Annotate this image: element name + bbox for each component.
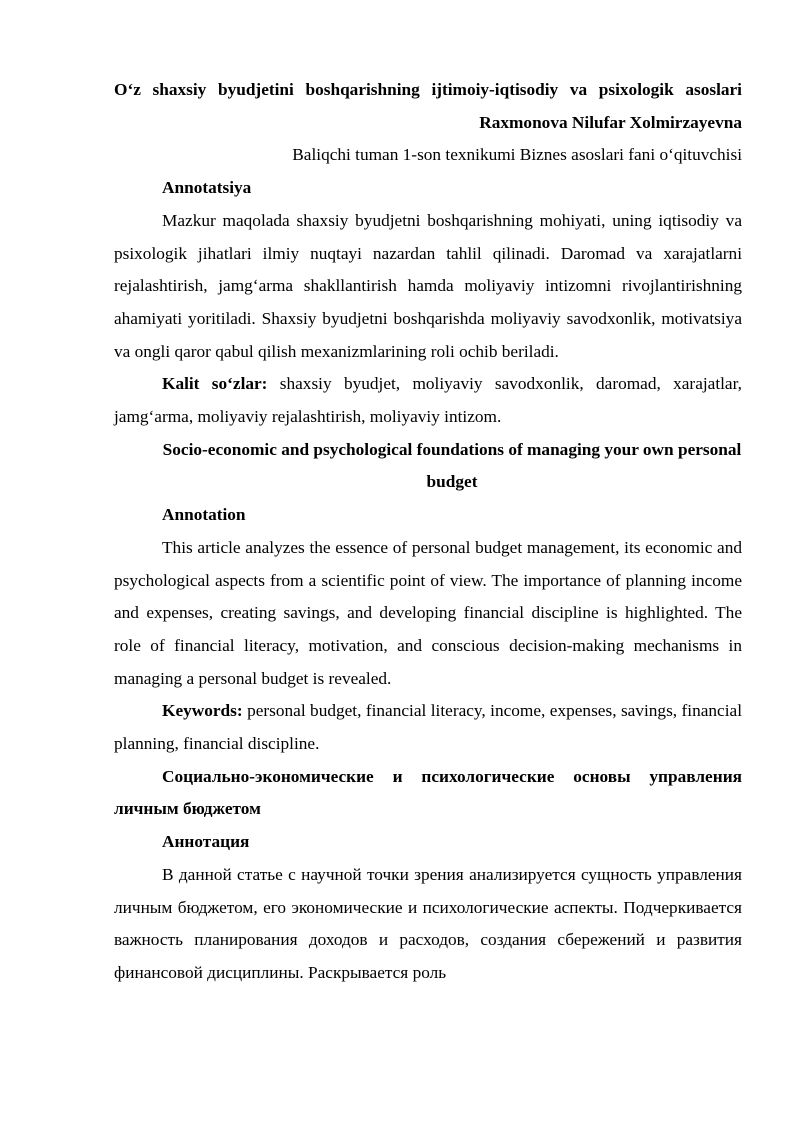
keywords-text-en: personal budget, financial literacy, income, expenses, savings, financial planning, financial discipline.	[114, 701, 742, 754]
author-name: Raxmonova Nilufar Xolmirzayevna	[479, 112, 742, 132]
keywords-label-uz: Kalit so‘zlar:	[162, 374, 268, 394]
keywords-paragraph-en	[114, 695, 742, 760]
article-title-uz: O‘z shaxsiy byudjetini boshqarishning ijtimoiy-iqtisodiy va psixologik asoslari	[114, 80, 742, 99]
annotation-text-ru: В данной статье с научной точки зрения анализируется сущность управления личным бюджетом, его экономические и психологические аспекты. Подчеркивается важность планирования доходов и расходов, создания сбережений и развития финансовой дисциплины. Раскрывается роль	[114, 864, 742, 982]
annotation-heading-uz: Annotatsiya	[162, 178, 252, 198]
keywords-text-uz: shaxsiy byudjet, moliyaviy savodxonlik, daromad, xarajatlar, jamg‘arma, moliyaviy rejalashtirish, moliyaviy intizom.	[114, 374, 742, 427]
article-title-en: Socio-economic and psychological foundations of managing your own personal budget	[162, 439, 742, 492]
annotation-text-en: This article analyzes the essence of personal budget management, its economic and psychological aspects from a scientific point of view. The importance of planning income and expenses, creating savings, and developing financial discipline is highlighted. The role of financial literacy, motivation, and conscious decision-making mechanisms in managing a personal budget is revealed.	[114, 537, 742, 688]
document-content	[114, 74, 742, 990]
article-title-ru: Социально-экономические и психологические основы управления личным бюджетом	[114, 766, 742, 819]
author-affiliation: Baliqchi tuman 1-son texnikumi Biznes asoslari fani o‘qituvchisi	[292, 145, 742, 165]
annotation-text-uz: Mazkur maqolada shaxsiy byudjetni boshqarishning mohiyati, uning iqtisodiy va psixologik jihatlari ilmiy nuqtayi nazardan tahlil qilinadi. Daromad va xarajatlarni rejalashtirish, jamg‘arma shakllantirish hamda moliyaviy intizomni rivojlantirishning ahamiyati yoritiladi. Shaxsiy byudjetni boshqarishda moliyaviy savodxonlik, motivatsiya va ongli qaror qabul qilish mexanizmlarining roli ochib beriladi.	[114, 210, 742, 361]
keywords-label-en: Keywords:	[162, 701, 243, 721]
annotation-heading-en: Annotation	[162, 505, 246, 525]
keywords-paragraph-uz	[114, 368, 742, 433]
annotation-heading-ru: Аннотация	[162, 832, 250, 852]
